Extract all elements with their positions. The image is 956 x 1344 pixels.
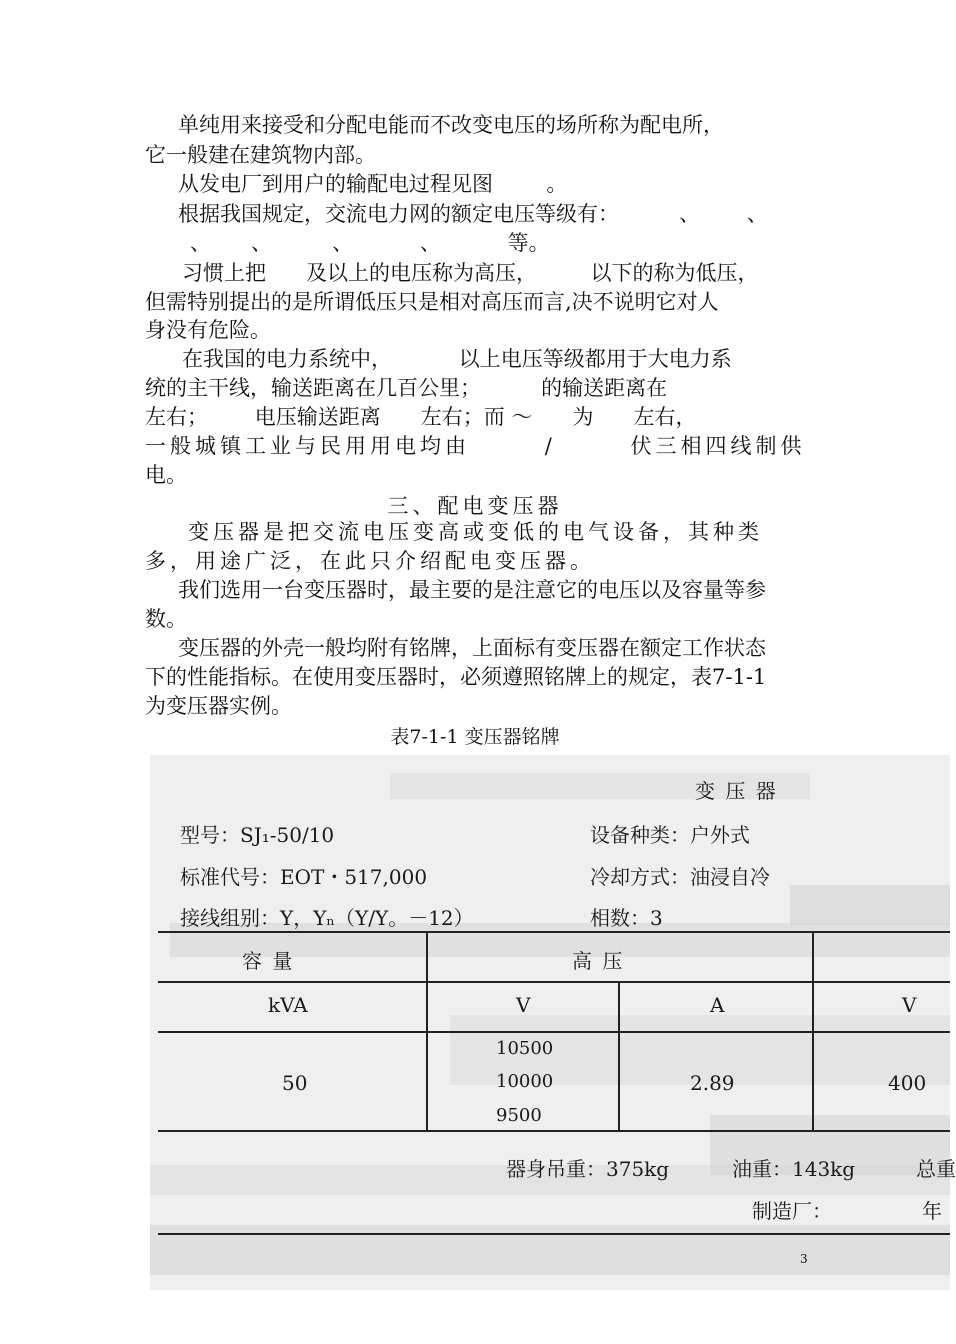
text-line: 从发电厂到用户的输配电过程见图 。 bbox=[178, 172, 568, 196]
low-voltage-value: 400 bbox=[888, 1071, 927, 1095]
table-rule bbox=[158, 931, 950, 933]
text-line: 但需特别提出的是所谓低压只是相对高压而言,决不说明它对人 bbox=[145, 290, 719, 314]
connection-label: 接线组别：Y，Yₙ（Y/Y。－12） bbox=[180, 906, 474, 930]
text-line: 习惯上把 及以上的电压称为高压， 以下的称为低压， bbox=[182, 261, 759, 285]
text-line: 电。 bbox=[145, 463, 187, 487]
table-rule bbox=[158, 981, 950, 983]
text-line: 左右； 电压输送距离 左右；而 ～ 为 左右， bbox=[145, 405, 697, 429]
model-label: 型号：SJ₁-50/10 bbox=[180, 823, 335, 847]
text-line: 数。 bbox=[145, 607, 187, 631]
manufacturer-label: 制造厂： bbox=[752, 1199, 832, 1223]
text-line: 多，用途广泛，在此只介绍配电变压器。 bbox=[145, 549, 595, 573]
phases-label: 相数：3 bbox=[590, 906, 663, 930]
text-line: 为变压器实例。 bbox=[145, 694, 292, 718]
nameplate-title: 变 压 器 bbox=[695, 779, 778, 803]
col-capacity-header: 容 量 bbox=[242, 949, 295, 973]
col-high-voltage-header: 高 压 bbox=[572, 949, 625, 973]
table-caption: 表7-1-1 变压器铭牌 bbox=[390, 726, 560, 748]
table-rule bbox=[618, 981, 620, 1131]
current-value: 2.89 bbox=[690, 1071, 735, 1095]
text-line: 下的性能指标。在使用变压器时，必须遵照铭牌上的规定，表7-1-1 bbox=[145, 665, 767, 689]
text-line: 变压器是把交流电压变高或变低的电气设备，其种类 bbox=[188, 520, 763, 544]
text-line: 一般城镇工业与民用用电均由 / 伏三相四线制供 bbox=[145, 434, 806, 458]
text-line: 在我国的电力系统中， 以上电压等级都用于大电力系 bbox=[182, 347, 732, 371]
table-rule bbox=[158, 1031, 950, 1033]
voltage-tap: 9500 bbox=[496, 1105, 542, 1126]
table-rule bbox=[812, 931, 814, 1131]
page-number: 3 bbox=[800, 1252, 808, 1266]
voltage-tap: 10000 bbox=[496, 1071, 554, 1092]
equipment-type-label: 设备种类：户外式 bbox=[590, 823, 750, 847]
total-weight-label: 总重 bbox=[916, 1157, 956, 1181]
nameplate-scan bbox=[150, 755, 956, 1290]
text-line: 根据我国规定，交流电力网的额定电压等级有： 、 、 bbox=[178, 202, 768, 226]
unit-kva: kVA bbox=[268, 993, 308, 1017]
text-line: 身没有危险。 bbox=[145, 318, 271, 342]
section-heading: 三、配电变压器 bbox=[387, 494, 563, 518]
year-label: 年 bbox=[922, 1199, 942, 1223]
text-line: 、 、 、 、 等。 bbox=[190, 231, 550, 255]
text-line: 它一般建在建筑物内部。 bbox=[145, 143, 376, 167]
table-rule bbox=[426, 931, 428, 1131]
voltage-tap: 10500 bbox=[496, 1038, 554, 1059]
text-line: 统的主干线，输送距离在几百公里； 的输送距离在 bbox=[145, 376, 668, 400]
text-line: 变压器的外壳一般均附有铭牌，上面标有变压器在额定工作状态 bbox=[178, 636, 766, 660]
text-line: 我们选用一台变压器时，最主要的是注意它的电压以及容量等参 bbox=[178, 578, 766, 602]
text-line: 单纯用来接受和分配电能而不改变电压的场所称为配电所， bbox=[178, 113, 724, 137]
unit-v2: V bbox=[902, 993, 917, 1017]
body-weight-label: 器身吊重：375kg bbox=[506, 1157, 670, 1181]
bottom-rule bbox=[158, 1233, 950, 1235]
oil-weight-label: 油重：143kg bbox=[732, 1157, 856, 1181]
unit-v: V bbox=[516, 993, 531, 1017]
standard-code-label: 标准代号：EOT・517,000 bbox=[180, 865, 428, 889]
table-rule bbox=[158, 1130, 950, 1132]
unit-a: A bbox=[710, 993, 725, 1017]
cooling-label: 冷却方式：油浸自冷 bbox=[590, 865, 770, 889]
capacity-value: 50 bbox=[282, 1071, 308, 1095]
